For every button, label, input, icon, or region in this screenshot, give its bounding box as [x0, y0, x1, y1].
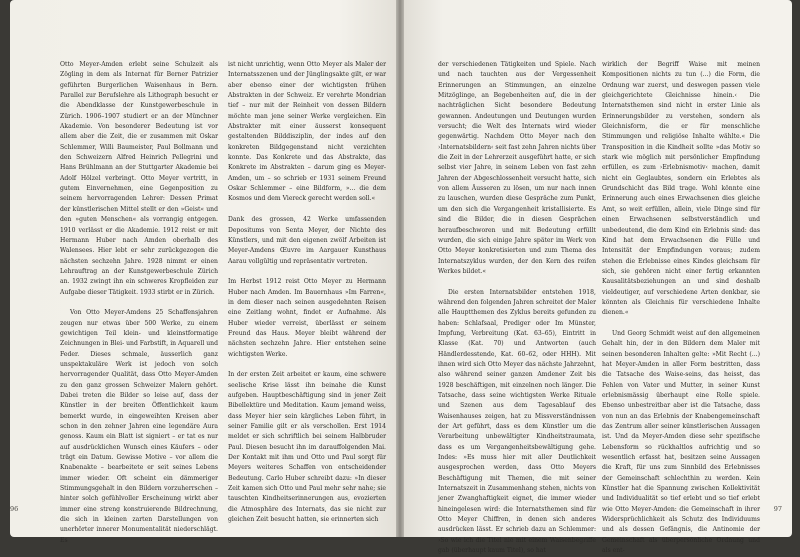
- right-page: [404, 0, 792, 555]
- right-page-column-1: [438, 60, 596, 557]
- paragraph: ist nicht unrichtig, wenn Otto Meyer als Maler der Internatsszenen und der Jünglingsakte gilt, er war aber ebenso einer der wichtigsten frühen Abstrakten in der Schweiz. Er verehrte Mondrian tief – nur mit der Reinheit von dessen Bildern möchte man jene seiner Werke vergleichen. Ein Abstrakter mit einer äusserst konsequent gestaltenden Bilddisziplin, der indes auf den konkreten Bildgegenstand nicht verzichten konnte. Das Konkrete und das Abstrakte, das Konkrete im Abstrakten – darum ging es Meyer-Amden, um – so schrieb er 1931 seinem Freund Oskar Schlemmer – eine Bildform, »... die dem Kosmos und dem Viereck gerecht werden soll.«: [228, 61, 386, 203]
- paragraph: Und Georg Schmidt weist auf den allgemeinen Gehalt hin, der in den Bildern dem Maler mit seinen besonderen Inhalten gelte: »Mit Recht (...) hat Meyer-Amden in aller Form bestritten, dass die Tatsache des Waise-seins, das heisst, das Fehlen von Vater und Mutter, in seiner Kunst erlebnismässig überhaupt eine Rolle spiele. Ebenso unbestreitbar aber ist die Tatsache, dass von nun an das Erlebnis der Knabengemeinschaft das Zentrum aller seiner künstlerischen Aussagen ist. Und da Meyer-Amden diese sehr spezifische Lebensform so rückhaltlos aufrichtig und so wesentlich erfasst hat, besitzen seine Aussagen die Kraft, für uns zum Sinnbild des Erlebnisses der Gemeinschaft schlechthin zu werden. Kein Künstler hat die Spannung zwischen Kollektivität und Individualität so tief erlebt und so tief erlebt wie Otto Meyer-Amden: die Gemeinschaft in ihrer Widersprüchlichkeit als Schutz des Individuums und als dessen Gefängnis, die Antinomie der Gemeinschaft als überpersönliche Ordnung und als ent-: [602, 329, 760, 555]
- paragraph: Die ersten Internatsbilder entstehen 1918, während den folgenden Jahren schreitet der Maler alle Hauptthemen des Zyklus bereits gefunden zu haben: Schlafsaal, Prediger oder Im Münster, Impfung, Verbreitung (Kat. 63–65), Eintritt in Klasse (Kat. 70) und Antworten (auch Händlerdesstende, Kat. 60–62, oder HHH). Mit ihnen wird sich Otto Meyer das nächste Jahrzehnt, also während seiner ganzen Amdener Zeit bis 1928 beschäftigen, mit einzelnen noch länger. Die Tatsache, dass seine wichtigsten Werke Rituale und Szenen aus dem Tagesablauf des Waisenhauses zeigen, hat zu Missverständnissen der Art geführt, dass es dem Künstler um die Verarbeitung unbewältigter Kindheitstraumata, dass es um Vergangenheitsbewältigung gehe. Indes: »Es muss hier mit aller Deutlichkeit ausgesprochen werden, dass Otto Meyers Beschäftigung mit Themen, die mit seiner Internatszeit in Zusammenhang stehen, nichts von jener Zwanghaftigkeit eignet, die immer wieder hineingelesen wird: die Internatsthemen sind für Otto Meyer Chiffren, in denen sich anderes ausdrücken lässt. Er schrieb dazu an Schlemmer: ›So wie ich die Titel nie mit einem Waisenbegriffe gab (überhaupt kaum Titel), so hat: [438, 288, 596, 555]
- paragraph: Otto Meyer-Amden erlebt seine Schulzeit als Zögling in dem als Internat für Berner Patrizier geführten Burgerlichen Waisenhaus in Bern. Parallel zur Berufslehre als Lithograph besucht er die Abendklasse der Kunstgewerbeschule in Zürich. 1906–1907 studiert er an der Münchner Akademie. Von besonderer Bedeutung ist vor allem aber die Zeit, die er zusammen mit Oskar Schlemmer, Willi Baumeister, Paul Bollmann und den Schweizern Alfred Heinrich Pellegrini und Hans Brühlmann an der Stuttgarter Akademie bei Adolf Hölzel verbringt. Otto Meyer vertritt, in gutem Einvernehmen, eine Gegenposition zu seinem hervorragenden Lehrer: Dessen Primat der künstlerischen Mittel stellt er den »Geist« und den »guten Menschen« als vorrangig entgegen. 1910 verlässt er die Akademie. 1912 reist er mit Hermann Huber nach Amden oberhalb des Walensees. Hier lebt er sehr zurückgezogen die nächsten sechzehn Jahre. 1928 nimmt er einen Lehrauftrag an der Kunstgewerbeschule Zürich an. 1932 zwingt ihn ein schweres Kropfleiden zur Aufgabe dieser Tätigkeit. 1933 stirbt er in Zürich.: [60, 61, 218, 296]
- right-page-column-2: [602, 60, 760, 557]
- left-page-column-2: [228, 60, 386, 525]
- paragraph: wirklich der Begriff Waise mit meinen Kompositionen nichts zu tun (...) die Form, die Ordnung war zuerst, und deswegen passen viele gleichgerichtete Gleichnisse hinein.‹ Die Internatsthemen sind nicht in erster Linie als Erinnerungsbilder zu verstehen, sondern als Gleichnisform, die er für menschliche Stimmungen und religiöse Inhalte wählte.« Die Transposition in die Kindheit sollte »das Motiv so stark wie möglich mit persönlicher Empfindung erfüllen, es zum ›Erlebnismotiv‹ machen, damit nicht ein Geglaubtes, sondern ein Erlebtes als Grundschicht das Bild trage. Wohl könnte eine Erinnerung auch eines Erwachsenen dies gleiche Amt, so weit erfüllen, allein, viele Dinge sind für einen Erwachsenen selbstverständlich und unbedeutend, die dem Kind ein Erlebnis sind: das Kind hat dem Erwachsenen die Fülle und Intensität der Empfindungen voraus; zudem stehen die Erlebnisse eines Kindes gleichsam für sich, sie gehören nicht einer fertig erkannten Kausalitätsbeziehungen an und sind deshalb vieldeutiger, auf verschiedene Arten denkbar, sie könnten als Gleichnis für verschiedene Inhalte dienen.«: [602, 61, 760, 317]
- page-number-left: 96: [10, 505, 19, 513]
- paragraph: der verschiedenen Tätigkeiten und Spiele. Nach und nach tauchten aus der Vergessenheit Erinnerungen an Stimmungen, an einzelne Mitzöglinge, an Begebenheiten auf, die in der nachträglichen Sicht besondere Bedeutung gewannen. Andeutungen und Deutungen wurden versucht; die Welt des Internats wird wieder gegenwärtig. Nachdem Otto Meyer nach den ›Internatsbildern‹ seit fast zehn Jahren nichts über die Zeit in der Lehrerzeit ausgeführt hatte, er sich selbst vier Jahre, in seinem Leben von fast zehn Jahren der Abgeschlossenheit versucht hatte, sich von allem Äusseren zu lösen, um nur nach innen zu lauschen, wurden diese Gespräche zum Punkt, um den sich die Vergangenheit kristallisierte. Es sind die Bilder, die in diesen Gesprächen heraufbeschworen und mit Bedeutung erfüllt wurden, die sich einige Jahre später im Werk von Otto Meyer konkretisierten und zum Thema des Internatszyklus wurden, der den Kern des reifen Werkes bildet.«: [438, 61, 596, 275]
- paragraph: Im Herbst 1912 reist Otto Meyer zu Hermann Huber nach Amden. Im Bauernhaus »Im Farren«, in dem dieser nach seinen ausgedehnten Reisen eine Zeitlang wohnt, findet er Aufnahme. Als Huber wieder verreist, überlässt er seinem Freund das Haus. Meyer bleibt während der nächsten sechzehn Jahre. Hier entstehen seine wichtigsten Werke.: [228, 278, 386, 358]
- paragraph: Dank des grossen, 42 Werke umfassenden Depositums von Senta Meyer, der Nichte des Künstlers, und mit den eigenen zwölf Arbeiten ist Meyer-Amdens Œuvre im Aargauer Kunsthaus Aarau vollgültig und repräsentativ vertreten.: [228, 216, 386, 265]
- left-page: [10, 0, 396, 544]
- page-number-right: 97: [773, 505, 782, 513]
- paragraph: Von Otto Meyer-Amdens 25 Schaffensjahren zeugen nur etwas über 500 Werke, zu einem gewichtigen Teil klein- und kleinstformatige Zeichnungen in Blei- und Farbstift, in Aquarell und Feder. Dieses schmale, äusserlich ganz unspektakuläre Werk ist jedoch von solch hervorragender Qualität, dass Otto Meyer-Amden zu den ganz grossen Schweizer Malern gehört. Dabei treten die Bilder so leise auf, dass der Künstler in der breiten Öffentlichkeit kaum bemerkt wurde, in eingeweihten Kreisen aber schon in den zehner Jahren eine legendäre Aura genoss. Kaum ein Blatt ist signiert – er tat es nur auf ausdrücklichen Wunsch eines Käufers – oder trägt ein Datum. Gewisse Motive – vor allem die Knabenakte – bearbeitete er seit seines Lebens immer wieder. Oft scheint ein dämmeriger Stimmungsgehalt in den Bildern vorzuherrschen – hinter solch gefühlvoller Erscheinung wirkt aber immer eine streng konstruierende Bildrechnung, die sich in kleinen zarten Darstellungen von unerhörter innerer Monumentalität niederschlägt. Es: [60, 309, 218, 544]
- left-page-column-1: [60, 60, 218, 546]
- paragraph: In der ersten Zeit arbeitet er kaum, eine schwere seelische Krise lässt ihn beinahe die Kunst aufgeben. Hauptbeschäftigung sind in jener Zeit Bibellektüre und Meditation. Kaum jemand weiss, dass Meyer hier sein kärgliches Leben führt, in seiner Familie gilt er als verschollen. Erst 1914 meldet er sich schriftlich bei seinem Halbbruder Paul. Diesen besucht ihn im darauffolgenden Mai. Der Kontakt mit ihm und Otto und Paul sorgt für Meyers weiteres Schaffen von entscheidender Bedeutung. Carlo Huber schreibt dazu: »In dieser Zeit kamen sich Otto und Paul mehr sehr nahe; sie tauschten Kindheitserinnerungen aus, evozierten die Atmosphäre des Internats, das sie nicht zur gleichen Zeit besucht hatten, sie erinnerten sich: [228, 371, 386, 524]
- book-gutter: [396, 0, 404, 537]
